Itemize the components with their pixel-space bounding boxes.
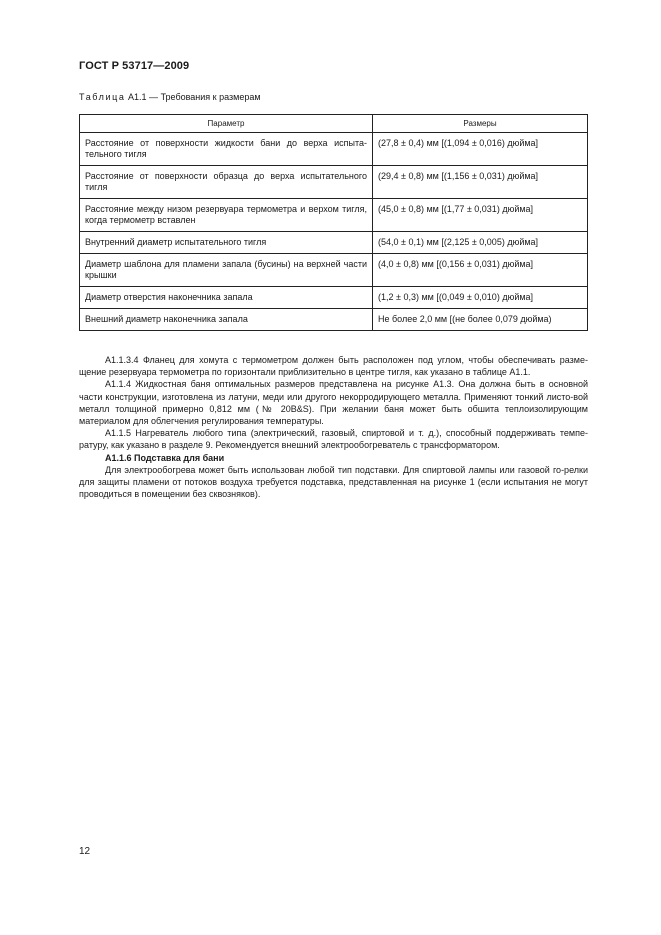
paragraph-bath-stand: Для электрообогрева может быть использован любой тип подставки. Для спиртовой лампы или газовой го-релки для защиты пламени от потоков воздуха требуется подставка, представленная на рисунке 1 (если испытания не могут проводиться в помещении без сквозняков). [79,464,588,500]
dimension-cell: (54,0 ± 0,1) мм [(2,125 ± 0,005) дюйма] [373,232,588,254]
parameter-cell: Расстояние между низом резервуара термометра и верхом тигля, когда термометр вставлен [80,199,373,232]
parameter-cell: Расстояние от поверхности жидкости бани до верха испыта-тельного тигля [80,133,373,166]
section-heading-a1-1-6: А1.1.6 Подставка для бани [105,452,225,463]
dimension-cell: (45,0 ± 0,8) мм [(1,77 ± 0,031) дюйма] [373,199,588,232]
dimension-cell: (27,8 ± 0,4) мм [(1,094 ± 0,016) дюйма] [373,133,588,166]
parameter-cell: Расстояние от поверхности образца до верха испытательного тигля [80,166,373,199]
dimensions-table [79,114,588,331]
parameter-cell: Внутренний диаметр испытательного тигля [80,232,373,254]
table-caption [79,92,261,102]
parameter-cell: Диаметр отверстия наконечника запала [80,287,373,309]
column-header-parameter: Параметр [80,115,373,133]
table-caption-dash: — [149,92,159,102]
paragraph-a1-1-5: А1.1.5 Нагреватель любого типа (электрический, газовый, спиртовой и т. д.), способный поддерживать темпе-ратуру, как указано в разделе 9. Рекомендуется внешний электрообогреватель с трансформатором. [79,428,588,451]
table-row [80,166,588,199]
table-caption-prefix: Таблица [79,92,126,102]
table-row [80,287,588,309]
page-number: 12 [79,846,91,857]
dimension-cell: (29,4 ± 0,8) мм [(1,156 ± 0,031) дюйма] [373,166,588,199]
parameter-cell: Диаметр шаблона для пламени запала (бусины) на верхней части крышки [80,254,373,287]
body-text [79,354,588,500]
dimension-cell: Не более 2,0 мм [(не более 0,079 дюйма) [373,309,588,331]
table-row [80,199,588,232]
table-row [80,309,588,331]
table-row [80,133,588,166]
document-code-header: ГОСТ Р 53717—2009 [79,60,190,72]
paragraph-a1-1-4: А1.1.4 Жидкостная баня оптимальных размеров представлена на рисунке А1.3. Она должна быть в основной части конструкции, изготовлена из латуни, меди или другого некорродирующего металла. Применяют тонкий листо-вой металл толщиной примерно 0,812 мм (№ 20B&S). При желании баня может быть обшита теплоизолирующим материалом для облегчения регулирования температуры. [79,379,588,427]
table-caption-title: Требования к размерам [160,92,261,102]
paragraph-a1-1-3-4: А1.1.3.4 Фланец для хомута с термометром должен быть расположен под углом, чтобы обеспечивать разме-щение резервуара термометра по горизонтали приблизительно в центре тигля, как указано в таблице А1.1. [79,355,588,378]
table-header-row [80,115,588,133]
dimension-cell: (4,0 ± 0,8) мм [(0,156 ± 0,031) дюйма] [373,254,588,287]
parameter-cell: Внешний диаметр наконечника запала [80,309,373,331]
column-header-dimensions: Размеры [373,115,588,133]
table-caption-number: А1.1 [128,92,147,102]
dimension-cell: (1,2 ± 0,3) мм [(0,049 ± 0,010) дюйма] [373,287,588,309]
table-row [80,232,588,254]
table-row [80,254,588,287]
